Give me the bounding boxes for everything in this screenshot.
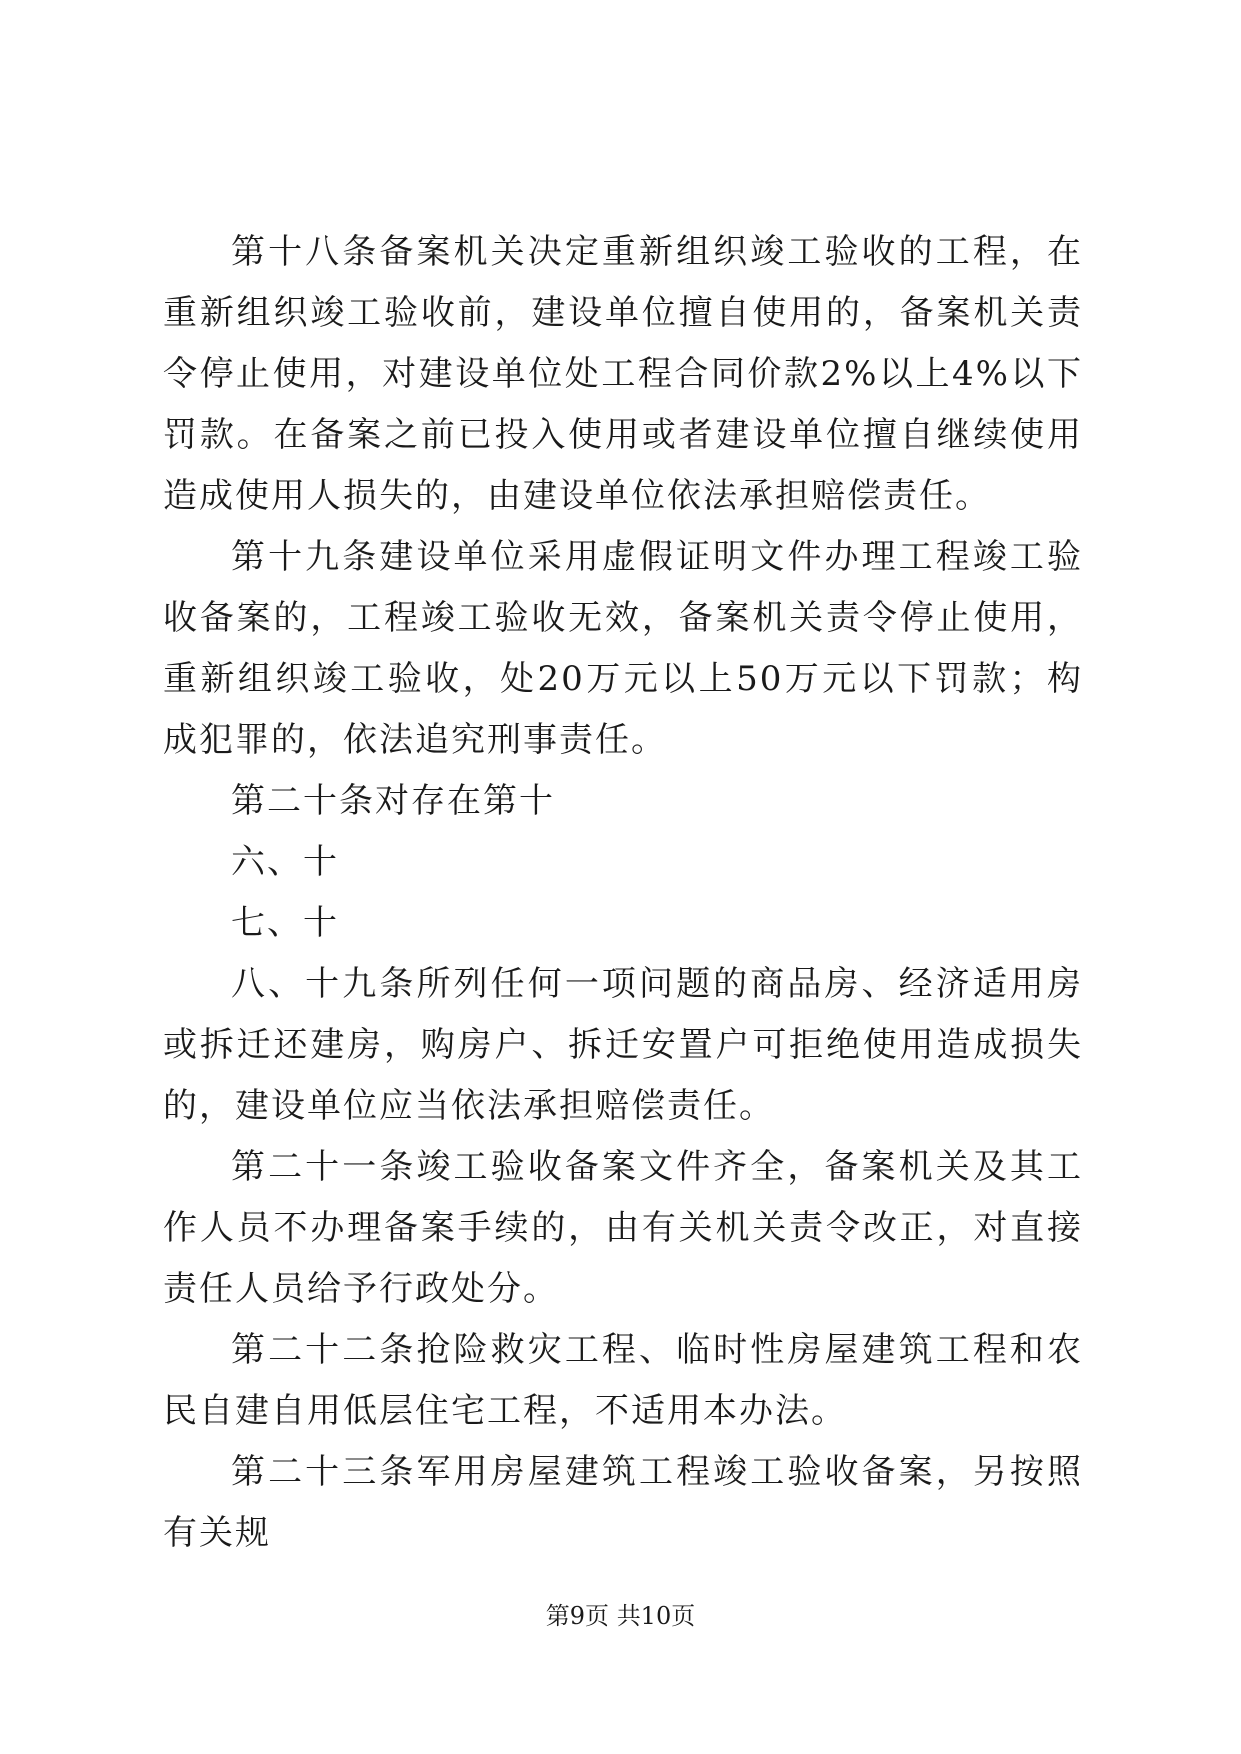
paragraph-article-20-start: 第二十条对存在第十 — [231, 781, 555, 821]
page-total: 共10页 — [616, 1602, 696, 1630]
paragraph-fragment-17: 七、十 — [231, 903, 339, 943]
paragraph-article-19: 第十九条建设单位采用虚假证明文件办理工程竣工验收备案的，工程竣工验收无效，备案机关责令停止使用，重新组织竣工验收，处20万元以上50万元以下罚款；构成犯罪的，依法追究刑事责任。 — [163, 537, 1083, 760]
paragraph-article-22: 第二十二条抢险救灾工程、临时性房屋建筑工程和农民自建自用低层住宅工程，不适用本办法。 — [163, 1330, 1083, 1431]
paragraph-article-21: 第二十一条竣工验收备案文件齐全，备案机关及其工作人员不办理备案手续的，由有关机关责令改正，对直接责任人员给予行政处分。 — [163, 1147, 1083, 1309]
document-body — [163, 222, 1083, 1564]
paragraph-article-20-continued: 八、十九条所列任何一项问题的商品房、经济适用房或拆迁还建房，购房户、拆迁安置户可拒绝使用造成损失的，建设单位应当依法承担赔偿责任。 — [163, 964, 1083, 1126]
paragraph-article-18: 第十八条备案机关决定重新组织竣工验收的工程，在重新组织竣工验收前，建设单位擅自使用的，备案机关责令停止使用，对建设单位处工程合同价款2%以上4%以下罚款。在备案之前已投入使用或者建设单位擅自继续使用造成使用人损失的，由建设单位依法承担赔偿责任。 — [163, 232, 1083, 516]
page-footer — [0, 1600, 1241, 1632]
paragraph-article-23: 第二十三条军用房屋建筑工程竣工验收备案，另按照有关规 — [163, 1452, 1083, 1553]
paragraph-fragment-16: 六、十 — [231, 842, 339, 882]
page-number: 第9页 — [545, 1602, 610, 1630]
